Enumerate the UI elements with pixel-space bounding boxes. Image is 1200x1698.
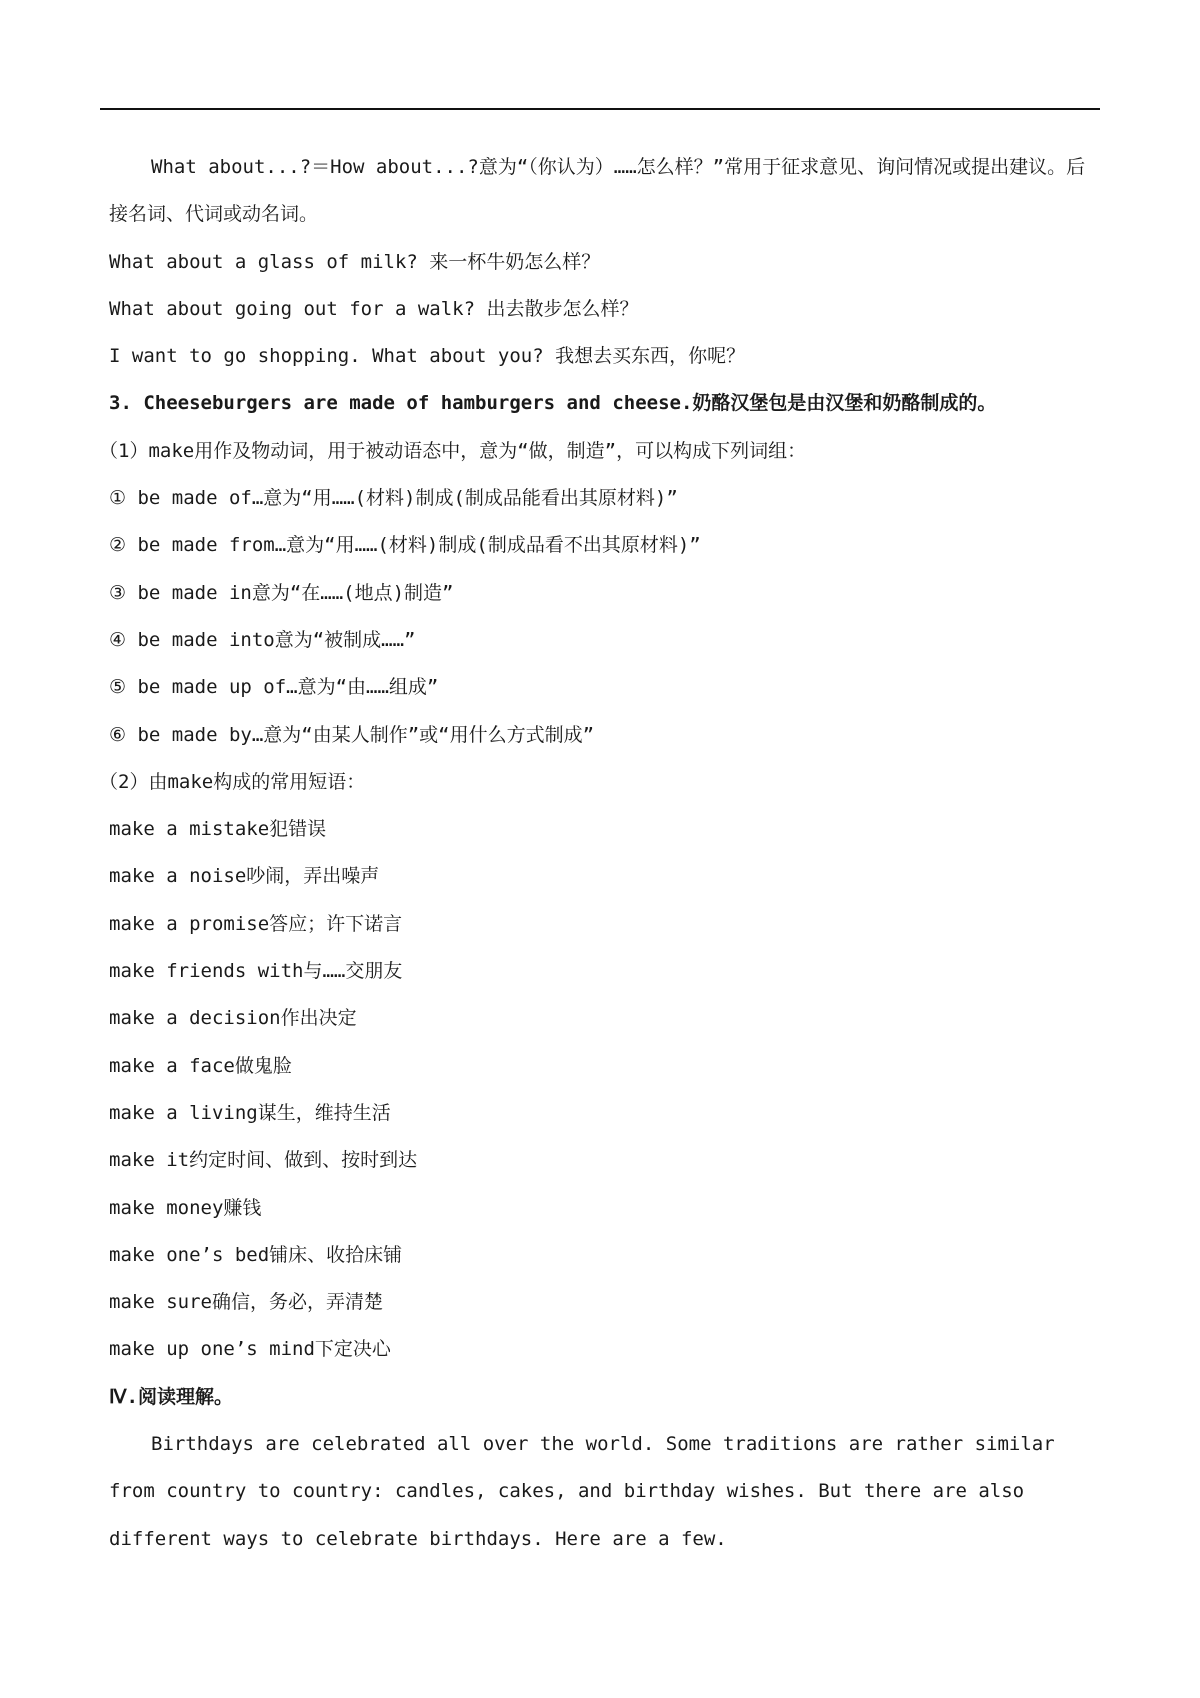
phrase-item: make it约定时间、做到、按时到达 [109,1149,418,1172]
subsection-heading-1: （1）make用作及物动词，用于被动语态中，意为“做，制造”，可以构成下列词组： [99,439,807,462]
phrase-item: make a noise吵闹，弄出噪声 [109,865,380,888]
phrase-item: make a mistake犯错误 [109,818,327,841]
subsection-heading-2: （2）由make构成的常用短语： [99,770,366,793]
header-rule [100,108,1100,110]
example-sentence: What about a glass of milk? 来一杯牛奶怎么样？ [109,250,601,273]
example-sentence: I want to go shopping. What about you? 我想去买东西，你呢？ [109,345,746,368]
phrase-item: make a living谋生，维持生活 [109,1101,391,1124]
example-sentence: What about going out for a walk? 出去散步怎么样？ [109,297,639,320]
reading-paragraph [109,1421,1101,1563]
list-item: ① be made of…意为“用……(材料)制成(制成品能看出其原材料)” [109,487,678,510]
list-item: ② be made from…意为“用……(材料)制成(制成品看不出其原材料)” [109,534,701,557]
section-heading-3: 3. Cheeseburgers are made of hamburgers and cheese.奶酪汉堡包是由汉堡和奶酪制成的。 [109,392,997,415]
list-item: ③ be made in意为“在……(地点)制造” [109,581,454,604]
phrase-item: make sure确信，务必，弄清楚 [109,1291,383,1314]
phrase-item: make a decision作出决定 [109,1007,357,1030]
paragraph-what-about-intro [109,144,1101,239]
list-item: ⑤ be made up of…意为“由……组成” [109,676,439,699]
paragraph-text: Birthdays are celebrated all over the world. Some traditions are rather similar from country to country: candles, cakes, and birthday wishes. But there are also different ways to celebrate birthdays. Here are a few. [109,1433,1055,1550]
phrase-item: make up one’s mind下定决心 [109,1338,391,1361]
phrase-item: make a face做鬼脸 [109,1054,292,1077]
paragraph-text: What about...?＝How about...?意为“（你认为）……怎么样？”常用于征求意见、询问情况或提出建议。后接名词、代词或动名词。 [109,156,1086,226]
phrase-item: make friends with与……交朋友 [109,960,403,983]
document-body [99,144,1101,1563]
section-heading-reading: Ⅳ.阅读理解。 [109,1385,233,1408]
phrase-item: make a promise答应；许下诺言 [109,912,403,935]
phrase-item: make one’s bed铺床、收拾床铺 [109,1243,403,1266]
list-item: ④ be made into意为“被制成……” [109,628,416,651]
list-item: ⑥ be made by…意为“由某人制作”或“用什么方式制成” [109,723,595,746]
phrase-item: make money赚钱 [109,1196,262,1219]
